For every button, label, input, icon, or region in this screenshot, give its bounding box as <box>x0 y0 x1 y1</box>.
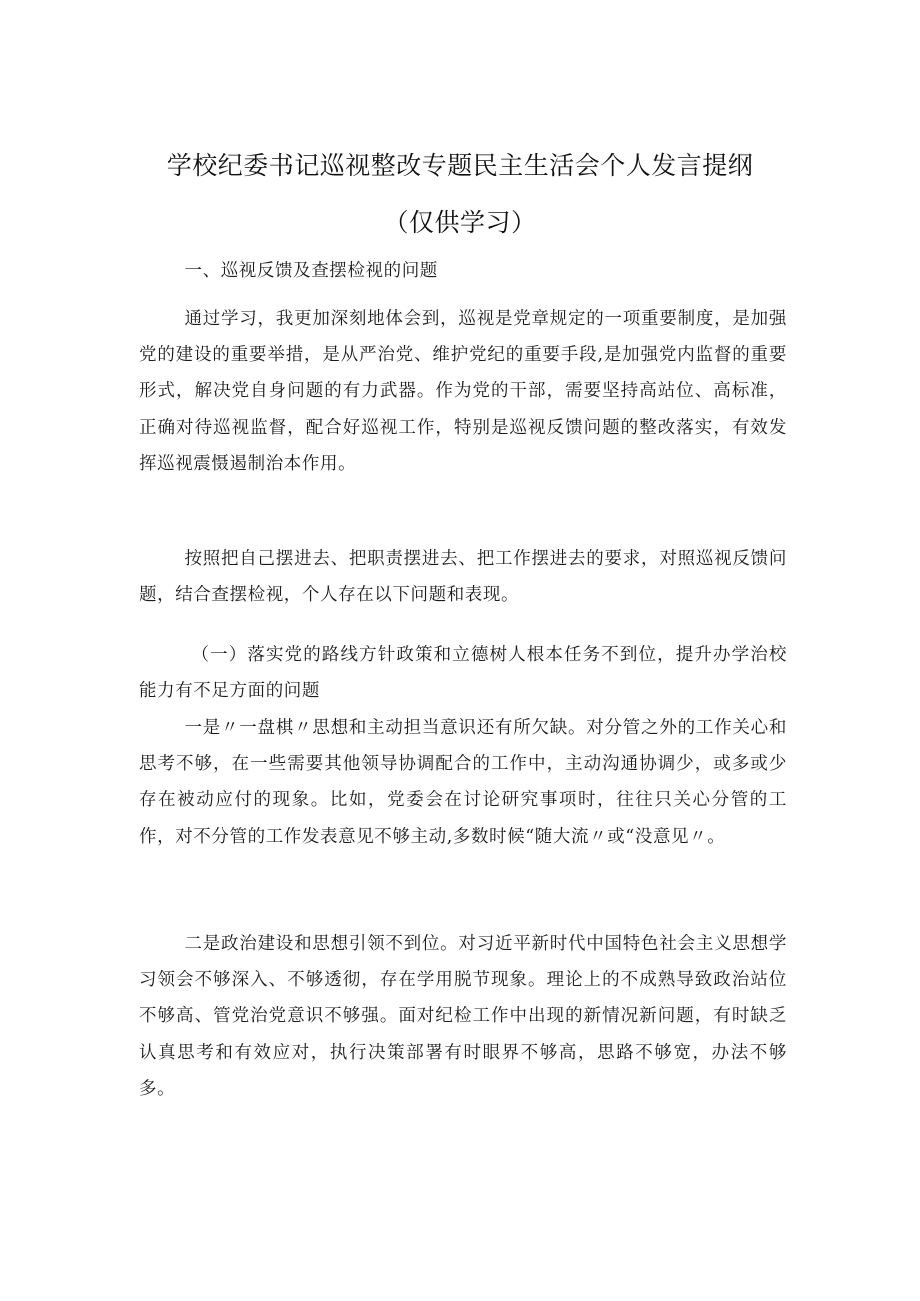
paragraph: 通过学习，我更加深刻地体会到，巡视是党章规定的一项重要制度，是加强党的建设的重要举措，是从严治党、维护党纪的重要手段,是加强党内监督的重要形式，解决党自身问题的有力武器。作为党的干部，需要坚持高站位、高标准，正确对待巡视监督，配合好巡视工作，特别是巡视反馈问题的整改落实，有效发挥巡视震慑遏制治本作用。 <box>139 309 787 474</box>
document-subtitle: （仅供学习） <box>383 208 537 237</box>
paragraph: 按照把自己摆进去、把职责摆进去、把工作摆进去的要求，对照巡视反馈问题，结合查摆检视，个人存在以下问题和表现。 <box>139 549 787 606</box>
sub-heading: （一）落实党的路线方针政策和立德树人根本任务不到位，提升办学治校能力有不足方面的问题 <box>139 645 787 702</box>
document-title: 学校纪委书记巡视整改专题民主生活会个人发言提纲 <box>166 151 754 180</box>
paragraph: 二是政治建设和思想引领不到位。对习近平新时代中国特色社会主义思想学习领会不够深入、不够透彻，存在学用脱节现象。理论上的不成熟导致政治站位不够高、管党治党意识不够强。面对纪检工作中出现的新情况新问题，有时缺乏认真思考和有效应对，执行决策部署有时眼界不够高，思路不够宽，办法不够多。 <box>139 934 787 1099</box>
paragraph: 一是〃一盘棋〃思想和主动担当意识还有所欠缺。对分管之外的工作关心和思考不够，在一些需要其他领导协调配合的工作中，主动沟通协调少，或多或少存在被动应付的现象。比如，党委会在讨论研究事项时，往往只关心分管的工作，对不分管的工作发表意见不够主动,多数时候“随大流〃或“没意见〃。 <box>139 718 787 847</box>
section-heading: 一、巡视反馈及查摆检视的问题 <box>184 261 438 281</box>
